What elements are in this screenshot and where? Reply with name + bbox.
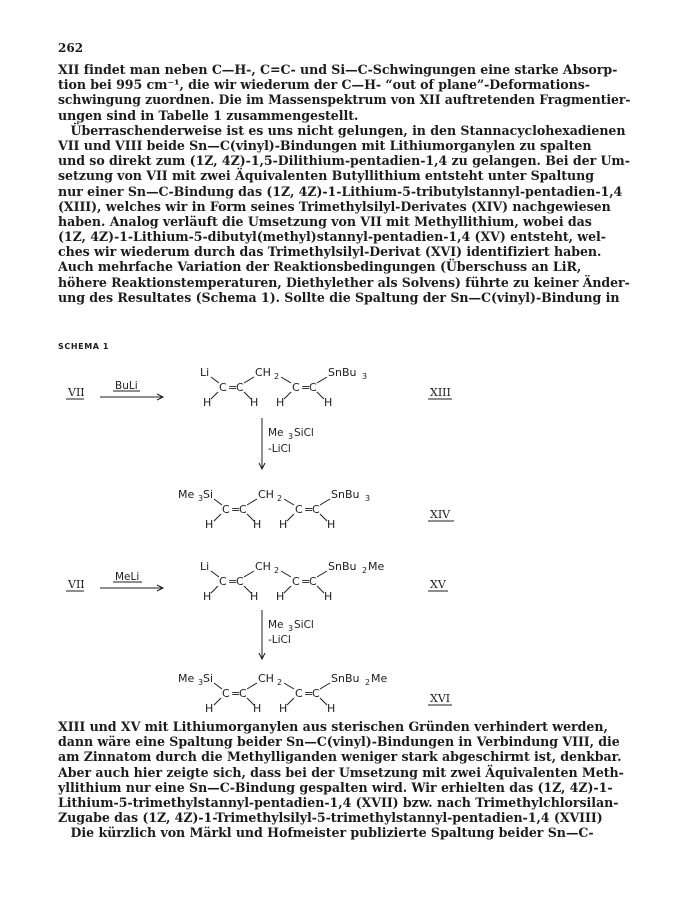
double-bond: = (301, 575, 311, 588)
atom-h: H (276, 590, 285, 603)
text-line: (XIII), welches wir in Form seines Trimethylsilyl-Derivates (XIV) nachgewiesen (58, 198, 611, 214)
text-line: am Zinnatom durch die Methylliganden weniger stark abgeschirmt ist, denkbar. (58, 749, 622, 765)
text-line: höhere Reaktionstemperaturen, Diethylether als Solvens) führte zu keiner Änder- (58, 274, 630, 290)
substituent-right-tail: Me (368, 560, 385, 573)
compound-label: XIII (430, 386, 451, 399)
atom-h: H (324, 396, 333, 409)
ch2-subscript: 2 (277, 678, 283, 687)
substituent-left: Me (178, 488, 195, 501)
atom-h: H (324, 590, 333, 603)
substituent-right-tail: Me (371, 672, 388, 685)
compound-label: XVI (430, 692, 451, 705)
double-bond: = (301, 381, 311, 394)
substituent-left: Me (178, 672, 195, 685)
atom-h: H (276, 396, 285, 409)
atom-h: H (203, 396, 212, 409)
text-line: dann wäre eine Spaltung beider Sn—C(vinyl)-Bindungen in Verbindung VIII, die (58, 734, 620, 750)
text-line: Zugabe das (1Z, 4Z)-1-Trimethylsilyl-5-trimethylstannyl-pentadien-1,4 (XVIII) (58, 810, 603, 826)
text-line: (1Z, 4Z)-1-Lithium-5-dibutyl(methyl)stannyl-pentadien-1,4 (XV) entsteht, wel- (58, 229, 606, 245)
text-line: yllithium nur eine Sn—C-Bindung gespalten wird. Wir erhielten das (1Z, 4Z)-1- (58, 779, 613, 795)
atom-c: C (222, 503, 230, 516)
atom-c: C (239, 687, 247, 700)
substituent-left-tail: Si (203, 488, 214, 501)
text-line: XIII und XV mit Lithiumorganylen aus sterischen Gründen verhindert werden, (58, 719, 608, 734)
atom-c: C (309, 575, 317, 588)
atom-c: C (219, 381, 227, 394)
text-line: und so direkt zum (1Z, 4Z)-1,5-Dilithium-pentadien-1,4 zu gelangen. Bei der Um- (58, 153, 630, 169)
atom-c: C (292, 575, 300, 588)
ch2-subscript: 2 (274, 566, 280, 575)
double-bond: = (228, 381, 238, 394)
atom-h: H (205, 518, 214, 531)
reagent-label: Me (268, 427, 284, 439)
text-line: ungen sind in Tabelle 1 zusammengestellt. (58, 107, 359, 123)
text-line: tion bei 995 cm⁻¹, die wir wiederum der C—H- “out of plane”-Deformations- (58, 77, 590, 93)
text-line: Auch mehrfache Variation der Reaktionsbedingungen (Überschuss an LiR, (58, 259, 582, 275)
ch2-subscript: 2 (274, 372, 280, 381)
substituent-right-subscript: 3 (365, 494, 371, 503)
atom-c: C (219, 575, 227, 588)
substituent-right: SnBu (328, 560, 357, 573)
start-compound-label: VII (68, 578, 85, 591)
atom-h: H (279, 702, 288, 715)
reagent-label: BuLi (115, 380, 138, 392)
atom-h: H (253, 702, 262, 715)
atom-h: H (253, 518, 262, 531)
atom-c: C (236, 381, 244, 394)
substituent-right-subscript: 3 (362, 372, 368, 381)
substituent-left-tail: Si (203, 672, 214, 685)
atom-h: H (250, 590, 259, 603)
ch2-group: CH (258, 672, 274, 685)
reagent-subscript: 3 (288, 624, 294, 633)
text-line: VII und VIII beide Sn—C(vinyl)-Bindungen mit Lithiumorganylen zu spalten (58, 137, 592, 153)
double-bond: = (304, 687, 314, 700)
double-bond: = (304, 503, 314, 516)
atom-c: C (239, 503, 247, 516)
text-line: Aber auch hier zeigte sich, dass bei der Umsetzung mit zwei Äquivalenten Meth- (58, 764, 624, 780)
atom-h: H (203, 590, 212, 603)
body-text-bottom (58, 719, 630, 841)
atom-h: H (250, 396, 259, 409)
byproduct-label: -LiCl (268, 634, 291, 646)
text-line: ung des Resultates (Schema 1). Sollte die Spaltung der Sn—C(vinyl)-Bindung in (58, 289, 620, 305)
text-line: nur einer Sn—C-Bindung das (1Z, 4Z)-1-Lithium-5-tributylstannyl-pentadien-1,4 (58, 183, 623, 199)
atom-c: C (312, 503, 320, 516)
atom-c: C (236, 575, 244, 588)
body-text-top (58, 62, 630, 305)
text-line: Die kürzlich von Märkl und Hofmeister publizierte Spaltung beider Sn—C- (58, 825, 594, 841)
substituent-left: Li (200, 560, 210, 573)
substituent-right: SnBu (328, 366, 357, 379)
atom-c: C (295, 503, 303, 516)
reagent-tail: SiCl (294, 427, 314, 439)
compound-label: XV (430, 578, 446, 591)
atom-c: C (295, 687, 303, 700)
substituent-right-subscript: 2 (365, 678, 371, 687)
atom-h: H (327, 518, 336, 531)
substituent-right-subscript: 2 (362, 566, 368, 575)
substituent-left-subscript: 3 (198, 494, 204, 503)
ch2-subscript: 2 (277, 494, 283, 503)
text-line: XII findet man neben C—H-, C=C- und Si—C-Schwingungen eine starke Absorp- (58, 62, 618, 77)
atom-h: H (279, 518, 288, 531)
substituent-left: Li (200, 366, 210, 379)
scheme-label: SCHEMA 1 (58, 342, 110, 351)
atom-c: C (309, 381, 317, 394)
reagent-subscript: 3 (288, 432, 294, 441)
ch2-group: CH (258, 488, 274, 501)
double-bond: = (231, 687, 241, 700)
reagent-label: MeLi (115, 571, 140, 583)
text-line: ches wir wiederum durch das Trimethylsilyl-Derivat (XVI) identifiziert haben. (58, 244, 602, 260)
atom-c: C (222, 687, 230, 700)
atom-h: H (327, 702, 336, 715)
byproduct-label: -LiCl (268, 443, 291, 455)
atom-c: C (292, 381, 300, 394)
atom-c: C (312, 687, 320, 700)
double-bond: = (228, 575, 238, 588)
reagent-label: Me (268, 619, 284, 631)
page-number: 262 (58, 41, 84, 55)
substituent-right: SnBu (331, 488, 360, 501)
ch2-group: CH (255, 560, 271, 573)
double-bond: = (231, 503, 241, 516)
atom-h: H (205, 702, 214, 715)
reagent-tail: SiCl (294, 619, 314, 631)
start-compound-label: VII (68, 386, 85, 399)
text-line: haben. Analog verläuft die Umsetzung von VII mit Methyllithium, wobei das (58, 213, 592, 229)
text-line: schwingung zuordnen. Die im Massenspektrum von XII auftretenden Fragmentier- (58, 92, 631, 108)
text-line: Lithium-5-trimethylstannyl-pentadien-1,4 (XVII) bzw. nach Trimethylchlorsilan- (58, 794, 619, 810)
ch2-group: CH (255, 366, 271, 379)
compound-label: XIV (430, 508, 451, 521)
substituent-left-subscript: 3 (198, 678, 204, 687)
text-line: Überraschenderweise ist es uns nicht gelungen, in den Stannacyclohexadienen (58, 122, 626, 138)
text-line: setzung von VII mit zwei Äquivalenten Butyllithium entsteht unter Spaltung (58, 168, 594, 184)
substituent-right: SnBu (331, 672, 360, 685)
